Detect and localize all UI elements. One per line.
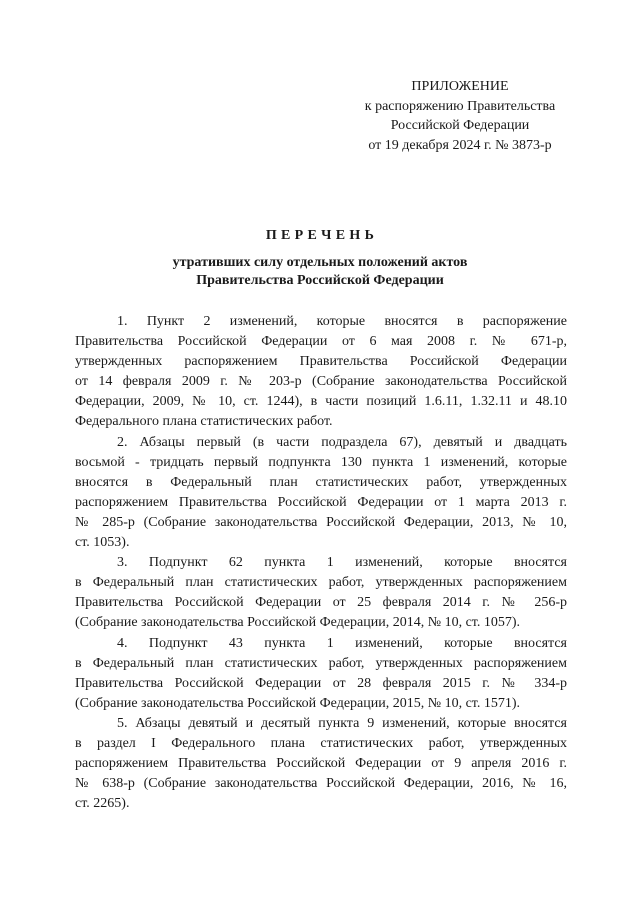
paragraph-line: ст. 1053).: [75, 535, 130, 551]
paragraph-line: Правительства Российской Федерации от 25 февраля 2014 г. № 256-р: [75, 595, 567, 611]
appendix-header: [330, 77, 590, 155]
paragraph-2: [75, 433, 567, 554]
paragraph-line: ст. 2265).: [75, 796, 130, 812]
paragraph-line: утвержденных распоряжением Правительства Российской Федерации: [75, 354, 567, 370]
paragraph-line: 3. Подпункт 62 пункта 1 изменений, которые вносятся: [117, 555, 567, 571]
paragraph-line: (Собрание законодательства Российской Федерации, 2014, № 10, ст. 1057).: [75, 615, 521, 631]
appendix-label: ПРИЛОЖЕНИЕ: [411, 79, 509, 94]
paragraph-line: 2. Абзацы первый (в части подраздела 67), девятый и двадцать: [117, 434, 567, 450]
document-title: ПЕРЕЧЕНЬ: [265, 228, 379, 243]
appendix-date-number: от 19 декабря 2024 г. № 3873-р: [368, 137, 552, 153]
paragraph-line: Федерации, 2009, № 10, ст. 1244), в части позиций 1.6.11, 1.32.11 и 48.10: [75, 394, 567, 410]
paragraph-4: [75, 634, 567, 714]
document-subtitle: [0, 254, 640, 290]
document-body: [75, 312, 567, 814]
paragraph-line: в Федеральный план статистических работ, утвержденных распоряжением: [75, 575, 567, 591]
paragraph-line: вносятся в Федеральный план статистических работ, утвержденных: [75, 474, 567, 490]
appendix-authority: Российской Федерации: [390, 118, 530, 133]
subtitle-line-2: Правительства Российской Федерации: [196, 273, 444, 288]
paragraph-line: распоряжением Правительства Российской Федерации от 1 марта 2013 г.: [75, 494, 567, 510]
paragraph-line: от 14 февраля 2009 г. № 203-р (Собрание законодательства Российской: [75, 374, 567, 390]
paragraph-line: № 285-р (Собрание законодательства Российской Федерации, 2013, № 10,: [75, 514, 567, 530]
paragraph-line: распоряжением Правительства Российской Федерации от 9 апреля 2016 г.: [75, 756, 567, 772]
appendix-reference: к распоряжению Правительства: [364, 98, 556, 114]
title-block: [0, 226, 640, 290]
paragraph-line: в раздел I Федерального плана статистических работ, утвержденных: [75, 735, 567, 751]
paragraph-line: Правительства Российской Федерации от 28 февраля 2015 г. № 334-р: [75, 675, 567, 691]
paragraph-5: [75, 714, 567, 814]
paragraph-line: в Федеральный план статистических работ, утвержденных распоряжением: [75, 655, 567, 671]
paragraph-line: № 638-р (Собрание законодательства Российской Федерации, 2016, № 16,: [75, 776, 567, 792]
paragraph-line: восьмой - тридцать первый подпункта 130 пункта 1 изменений, которые: [75, 454, 567, 470]
paragraph-line: 1. Пункт 2 изменений, которые вносятся в распоряжение: [117, 314, 567, 329]
paragraph-line: Правительства Российской Федерации от 6 мая 2008 г. № 671-р,: [75, 334, 567, 350]
paragraph-3: [75, 553, 567, 633]
subtitle-line-1: утративших силу отдельных положений актов: [172, 255, 468, 270]
paragraph-1: [75, 312, 567, 433]
paragraph-line: 5. Абзацы девятый и десятый пункта 9 изменений, которые вносятся: [117, 715, 567, 731]
paragraph-line: Федерального плана статистических работ.: [75, 414, 333, 430]
paragraph-line: (Собрание законодательства Российской Федерации, 2015, № 10, ст. 1571).: [75, 695, 521, 711]
paragraph-line: 4. Подпункт 43 пункта 1 изменений, которые вносятся: [117, 635, 567, 651]
